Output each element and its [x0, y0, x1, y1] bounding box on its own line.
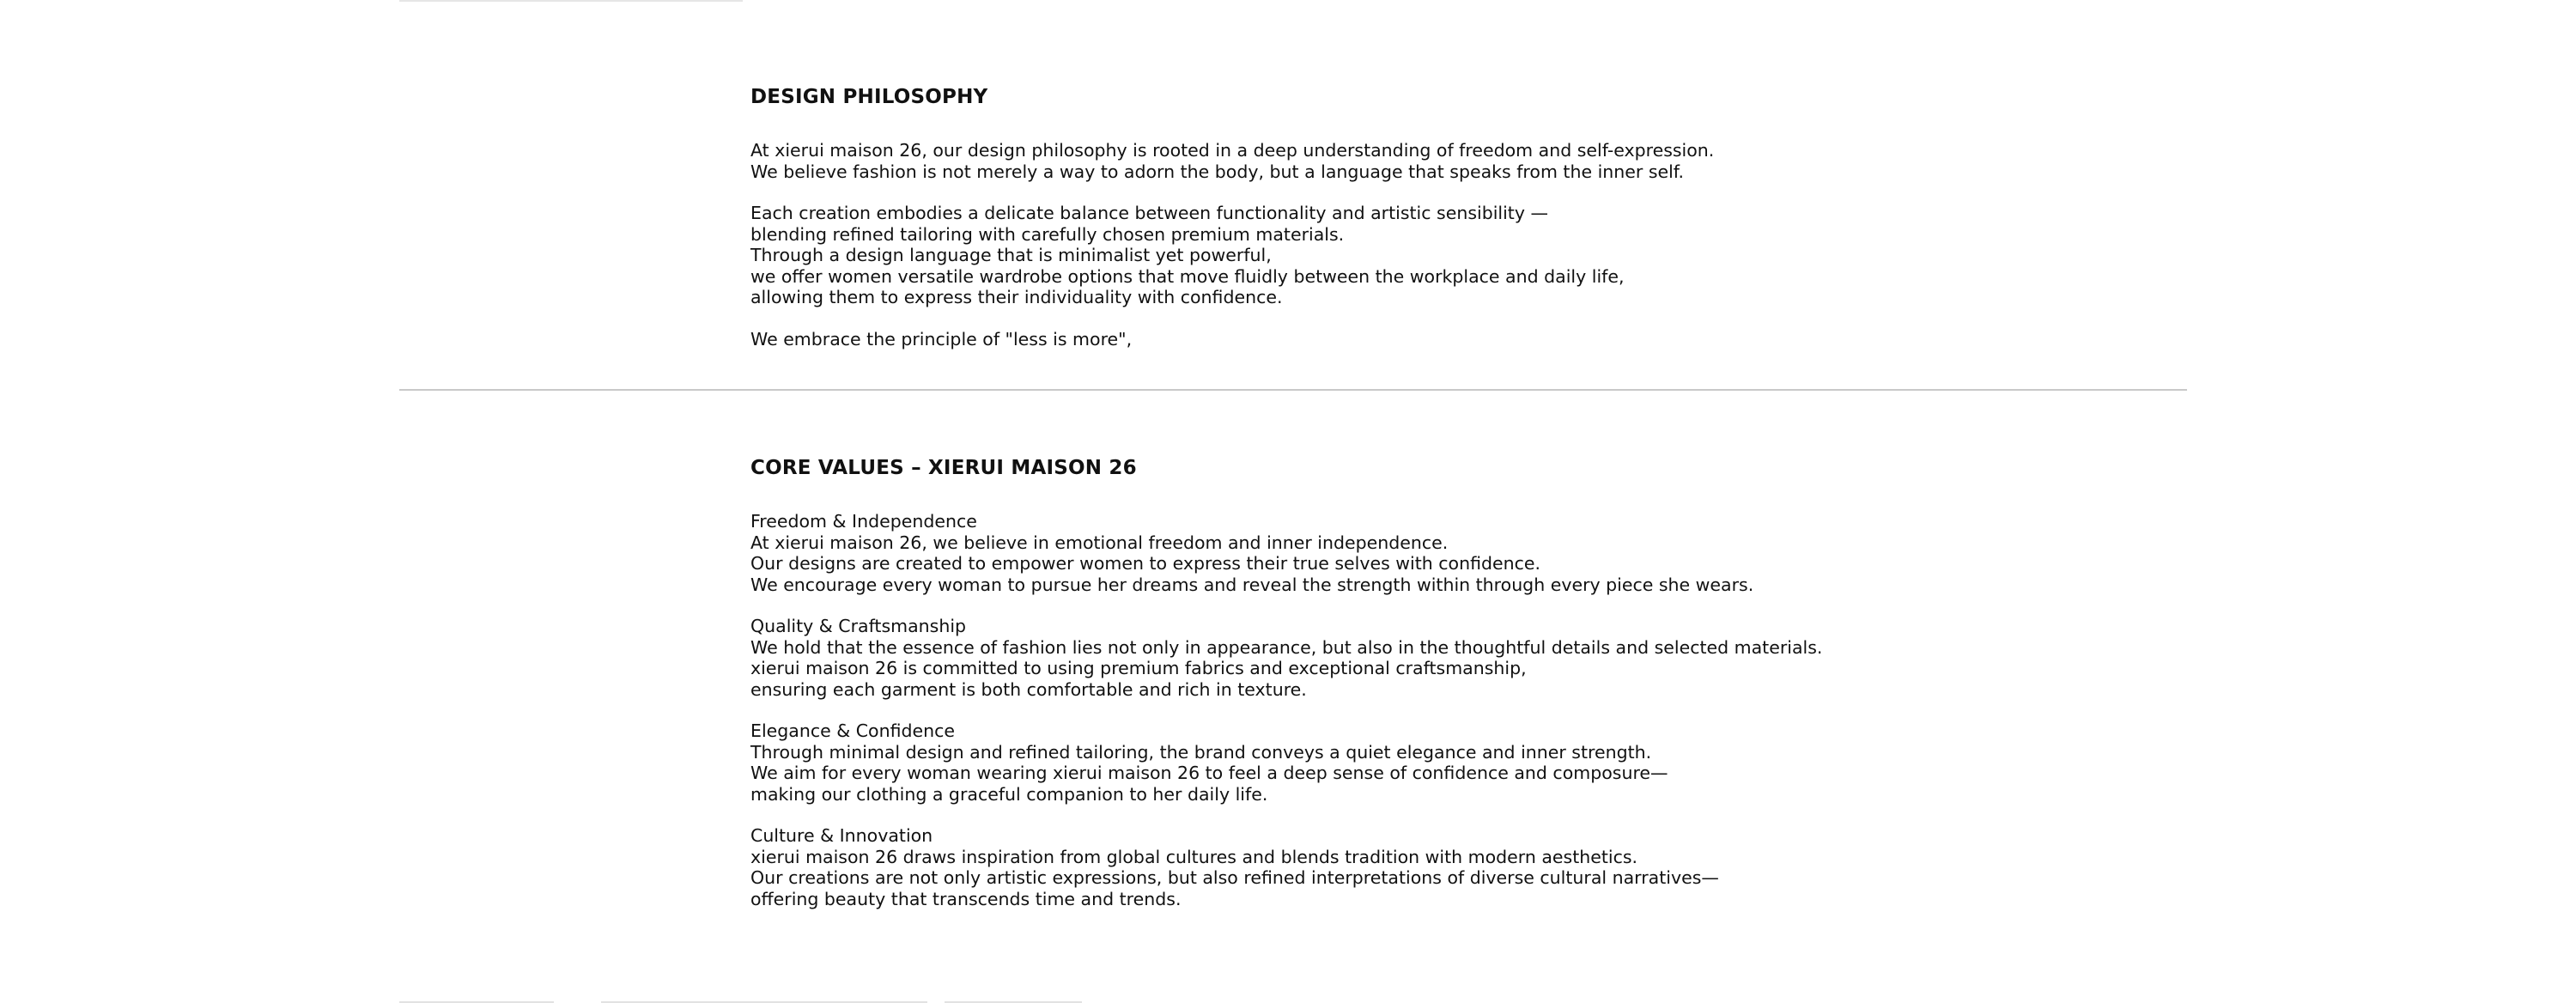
core-value-block — [750, 511, 1953, 595]
core-value-line: xierui maison 26 is committed to using premium fabrics and exceptional craftsmanship, — [750, 658, 1527, 678]
top-edge-divider — [399, 0, 743, 2]
philosophy-line: we offer women versatile wardrobe options that move fluidly between the workplace and daily life, — [750, 265, 1625, 287]
philosophy-paragraph — [750, 140, 1953, 182]
core-values-section — [750, 453, 1953, 930]
core-value-title: Elegance & Confidence — [750, 720, 955, 741]
core-value-title: Quality & Craftsmanship — [750, 616, 967, 636]
philosophy-line: At xierui maison 26, our design philosophy is rooted in a deep understanding of freedom and self-expression. — [750, 140, 1715, 161]
core-value-line: offering beauty that transcends time and trends. — [750, 888, 1182, 909]
philosophy-line: We embrace the principle of "less is more", — [750, 328, 1133, 350]
core-value-line: We encourage every woman to pursue her dreams and reveal the strength within through every piece she wears. — [750, 574, 1754, 595]
core-value-line: xierui maison 26 draws inspiration from global cultures and blends tradition with modern aesthetics. — [750, 846, 1638, 867]
core-value-title: Freedom & Independence — [750, 511, 977, 532]
philosophy-line: blending refined tailoring with carefully chosen premium materials. — [750, 223, 1345, 245]
core-value-block — [750, 825, 1953, 909]
core-value-block — [750, 720, 1953, 805]
core-value-line: At xierui maison 26, we believe in emotional freedom and inner independence. — [750, 532, 1449, 553]
design-philosophy-section — [750, 82, 1953, 370]
core-value-block — [750, 616, 1953, 700]
philosophy-line: allowing them to express their individuality with confidence. — [750, 287, 1283, 307]
core-value-line: We hold that the essence of fashion lies not only in appearance, but also in the thoughtful details and selected materials. — [750, 636, 1823, 658]
core-value-line: We aim for every woman wearing xierui maison 26 to feel a deep sense of confidence and composure— — [750, 763, 1668, 783]
philosophy-paragraph — [750, 329, 1953, 350]
core-values-heading: CORE VALUES – XIERUI MAISON 26 — [750, 457, 1137, 479]
core-value-line: making our clothing a graceful companion to her daily life. — [750, 783, 1268, 805]
core-value-line: ensuring each garment is both comfortable and rich in texture. — [750, 678, 1307, 700]
philosophy-line: We believe fashion is not merely a way to adorn the body, but a language that speaks from the inner self. — [750, 161, 1685, 182]
core-value-line: Our designs are created to empower women to express their true selves with confidence. — [750, 553, 1541, 574]
section-divider — [399, 389, 2187, 391]
philosophy-line: Each creation embodies a delicate balance between functionality and artistic sensibility — — [750, 203, 1548, 223]
core-value-title: Culture & Innovation — [750, 825, 933, 846]
philosophy-paragraph — [750, 203, 1953, 308]
design-philosophy-heading: DESIGN PHILOSOPHY — [750, 86, 988, 108]
core-value-line: Our creations are not only artistic expressions, but also refined interpretations of diverse cultural narratives— — [750, 867, 1719, 888]
core-value-line: Through minimal design and refined tailoring, the brand conveys a quiet elegance and inner strength. — [750, 741, 1652, 763]
philosophy-line: Through a design language that is minimalist yet powerful, — [750, 245, 1272, 265]
